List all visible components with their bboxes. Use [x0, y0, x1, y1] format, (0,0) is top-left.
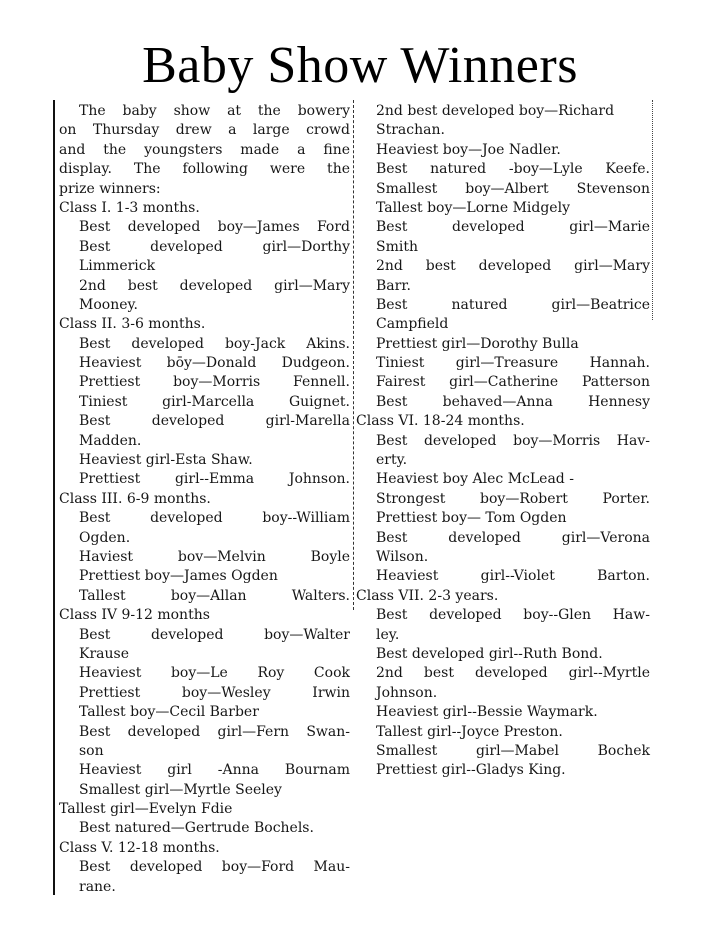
article-line: 2nd best developed girl--Myrtle — [376, 665, 650, 682]
article-line: Heaviest girl--Bessie Waymark. — [376, 704, 598, 721]
article-line: Best developed boy--William — [79, 510, 350, 527]
article-line: Prettiest boy— Tom Ogden — [376, 510, 567, 527]
article-line: Fairest girl—Catherine Patterson — [376, 374, 650, 391]
article-line: Best developed girl--Ruth Bond. — [376, 645, 603, 662]
right-column-rule — [652, 100, 653, 320]
article-line: display. The following were the — [59, 161, 350, 178]
article-line: Strachan. — [376, 122, 445, 139]
article-line: Tiniest girl—Treasure Hannah. — [376, 355, 650, 372]
article-line: Prettiest boy—Wesley Irwin — [79, 684, 350, 701]
article-line: Wilson. — [376, 548, 429, 565]
article-line: Heaviest boy—Joe Nadler. — [376, 141, 561, 158]
article-line: Ogden. — [79, 529, 131, 546]
article-line: Best developed girl—Fern Swan- — [79, 723, 350, 740]
article-line: Best developed boy—Morris Hav- — [376, 432, 650, 449]
article-line: Krause — [79, 645, 129, 662]
article-line: Smallest girl—Myrtle Seeley — [79, 781, 282, 798]
article-line: Limmerick — [79, 258, 156, 275]
article-line: The baby show at the bowery — [79, 103, 350, 119]
article-line: Tallest boy—Cecil Barber — [79, 704, 259, 721]
article-line: Strongest boy—Robert Porter. — [376, 490, 650, 507]
article-line: Best natured—Gertrude Bochels. — [79, 820, 314, 837]
center-column-rule — [353, 100, 354, 610]
article-line: Best behaved—Anna Hennesy — [376, 393, 650, 410]
article-line: Tallest boy—Allan Walters. — [79, 587, 350, 604]
article-column-right — [356, 102, 650, 781]
article-line: Prettiest boy—James Ogden — [79, 568, 278, 585]
article-line: Prettiest girl--Emma Johnson. — [79, 471, 350, 488]
article-line: Class III. 6-9 months. — [59, 490, 211, 507]
article-line: Tallest girl--Joyce Preston. — [376, 723, 563, 740]
article-line: Best developed girl-Marella — [79, 413, 350, 430]
article-line: Madden. — [79, 432, 142, 449]
article-line: Prettiest boy—Morris Fennell. — [79, 374, 350, 391]
article-line: on Thursday drew a large crowd — [59, 122, 350, 139]
article-line: Heaviest girl--Violet Barton. — [376, 568, 650, 585]
article-line: and the youngsters made a fine — [59, 141, 350, 158]
article-line: rane. — [79, 878, 116, 895]
article-line: Best developed boy--Glen Haw- — [376, 607, 650, 624]
article-line: 2nd best developed boy—Richard — [376, 103, 615, 119]
article-line: Tiniest girl-Marcella Guignet. — [79, 393, 350, 410]
article-line: Smallest girl—Mabel Bochek — [376, 742, 650, 759]
article-line: Class VII. 2-3 years. — [356, 587, 499, 604]
page-title: Baby Show Winners — [142, 37, 578, 94]
article-line: Tallest boy—Lorne Midgely — [376, 199, 570, 216]
article-line: Best developed boy—Ford Mau- — [79, 859, 350, 876]
article-line: Best natured girl—Beatrice — [376, 296, 650, 313]
article-line: Barr. — [376, 277, 411, 294]
article-column-left — [59, 102, 350, 897]
article-line: Best developed girl—Dorthy — [79, 238, 350, 255]
article-line: erty. — [376, 452, 408, 469]
article-line: Best developed girl—Verona — [376, 529, 650, 546]
article-line: Johnson. — [376, 684, 438, 701]
article-line: Best developed boy—James Ford — [79, 219, 350, 236]
article-line: Class II. 3-6 months. — [59, 316, 206, 333]
article-line: prize winners: — [59, 180, 161, 197]
article-line: Class VI. 18-24 months. — [356, 413, 525, 430]
article-line: Tallest girl—Evelyn Fdie — [59, 801, 233, 818]
article-line: Smallest boy—Albert Stevenson — [376, 180, 650, 197]
article-line: Class IV 9-12 months — [59, 607, 210, 624]
article-line: Heaviest girl-Esta Shaw. — [79, 452, 253, 469]
article-line: Heaviest girl -Anna Bournam — [79, 762, 350, 779]
article-line: Class V. 12-18 months. — [59, 839, 220, 856]
article-line: ley. — [376, 626, 400, 643]
article-line: 2nd best developed girl—Mary — [376, 258, 650, 275]
article-line: Campfield — [376, 316, 449, 333]
article-line: Mooney. — [79, 296, 138, 313]
article-line: Heaviest bōy—Donald Dudgeon. — [79, 355, 350, 372]
left-column-rule — [53, 100, 55, 895]
article-line: Heaviest boy—Le Roy Cook — [79, 665, 350, 682]
article-line: Smith — [376, 238, 418, 255]
article-line: Best developed boy-Jack Akins. — [79, 335, 350, 352]
article-line: 2nd best developed girl—Mary — [79, 277, 350, 294]
article-line: Heaviest boy Alec McLead - — [376, 471, 574, 488]
article-line: Prettiest girl--Gladys King. — [376, 762, 566, 779]
article-line: Prettiest girl—Dorothy Bulla — [376, 335, 579, 352]
article-line: Best developed boy—Walter — [79, 626, 350, 643]
article-line: Best natured -boy—Lyle Keefe. — [376, 161, 650, 178]
article-line: Haviest bov—Melvin Boyle — [79, 548, 350, 565]
article-line: Class I. 1-3 months. — [59, 199, 200, 216]
article-line: Best developed girl—Marie — [376, 219, 650, 236]
article-line: son — [79, 742, 104, 759]
